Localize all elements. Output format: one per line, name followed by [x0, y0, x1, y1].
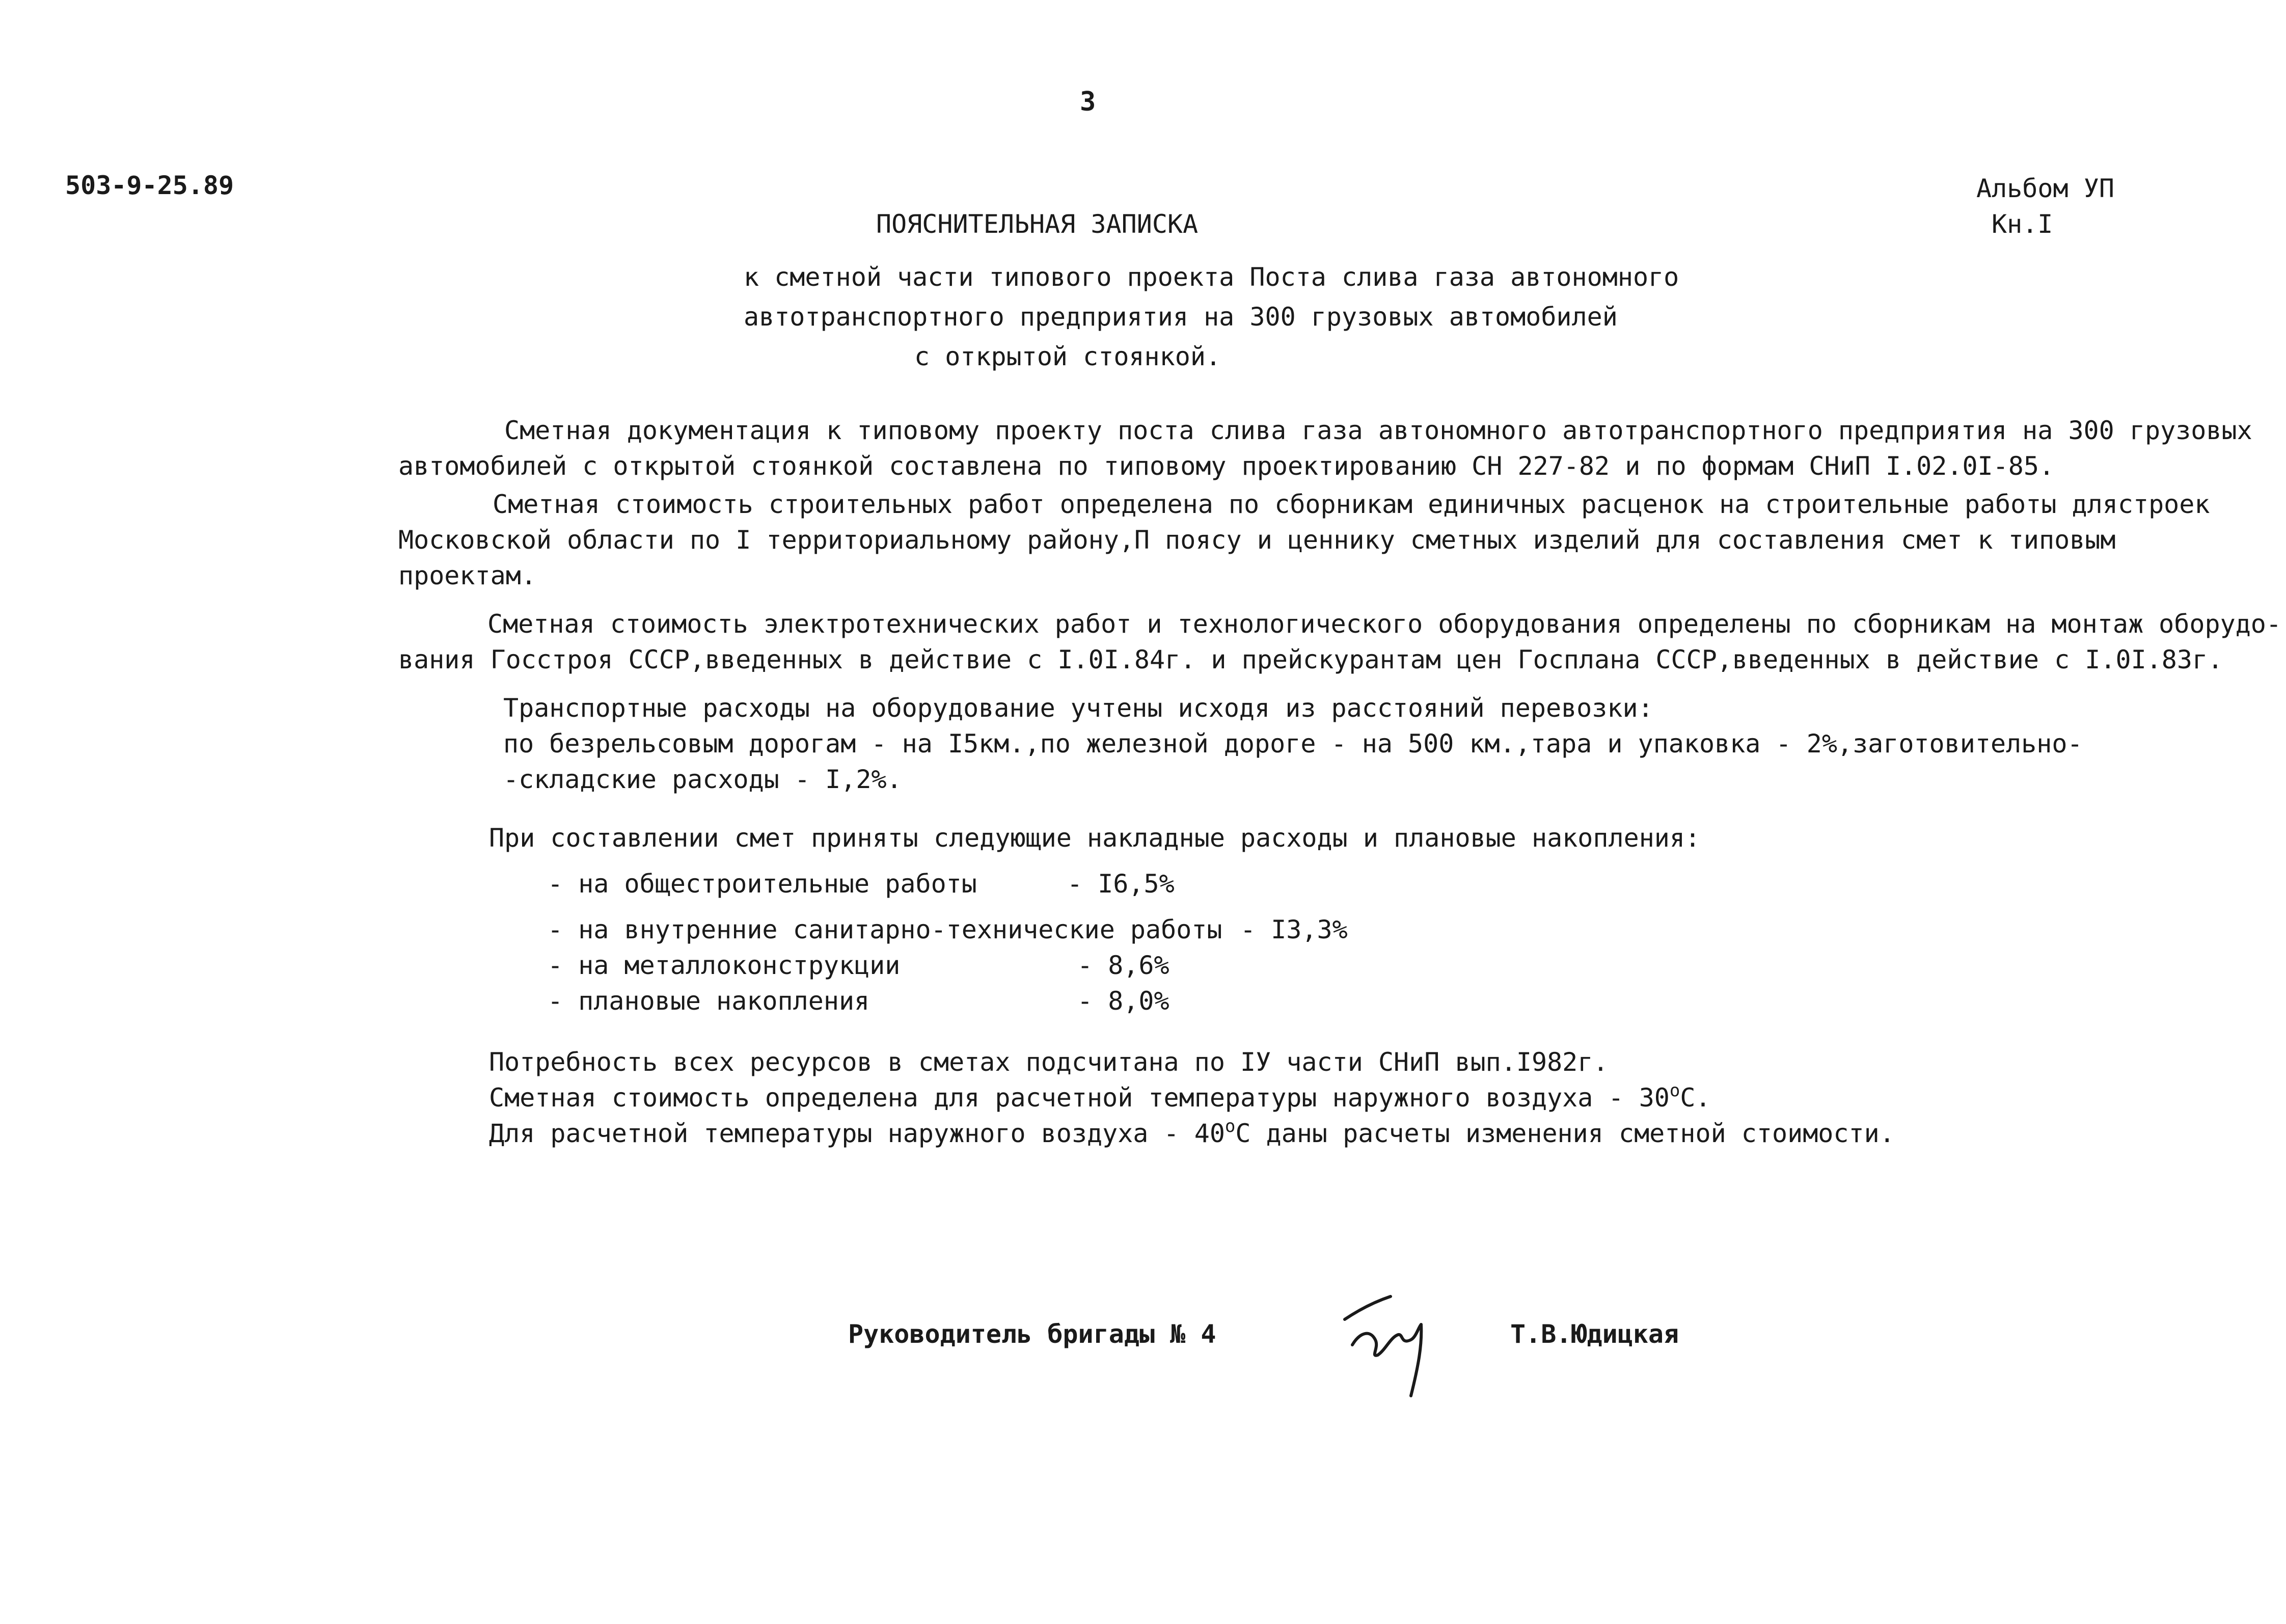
overhead-label: - плановые накопления	[548, 986, 870, 1016]
paragraph-line: Транспортные расходы на оборудование учтены исходя из расстояний перевозки:	[503, 693, 1653, 723]
signatory-name: Т.В.Юдицкая	[1510, 1319, 1679, 1349]
list-item	[548, 948, 1169, 983]
page-number: 3	[1080, 87, 1096, 117]
subtitle-line: автотранспортного предприятия на 300 грузовых автомобилей	[744, 302, 1618, 332]
paragraph-transport-costs	[503, 690, 2083, 797]
closing-notes	[489, 1044, 1895, 1151]
paragraph-overheads-intro: При составлении смет приняты следующие накладные расходы и плановые накопления:	[489, 823, 1701, 853]
paragraph-line: Сметная документация к типовому проекту поста слива газа автономного автотранспортного предприятия на 300 грузовых	[504, 416, 2252, 445]
paragraph-line: вания Госстроя СССР,введенных в действие с I.0I.84г. и прейскурантам цен Госплана СССР,введенных в действие с I.0I.83г.	[398, 645, 2223, 674]
album-label: Альбом УП	[1976, 174, 2114, 203]
list-item	[548, 912, 1348, 948]
overhead-label: - на общестроительные работы	[548, 869, 977, 899]
list-item	[548, 866, 1175, 902]
paragraph-construction-cost	[398, 486, 2242, 593]
handwritten-signature	[1335, 1289, 1447, 1408]
overhead-value: - I3,3%	[1240, 915, 1348, 944]
overhead-label: - на металлоконструкции	[548, 951, 901, 980]
book-label: Кн.I	[1992, 209, 2053, 239]
overhead-value: - 8,6%	[1077, 951, 1169, 980]
paragraph-line: -складские расходы - I,2%.	[503, 765, 902, 794]
paragraph-line: Сметная стоимость электротехнических работ и технологического оборудования определены по сборникам на монтаж оборудо-	[487, 609, 2281, 639]
closing-line-resources: Потребность всех ресурсов в сметах подсчитана по IУ части СНиП вып.I982г.	[489, 1047, 1609, 1077]
subtitle-line: к сметной части типового проекта Поста слива газа автономного	[744, 262, 1679, 292]
paragraph-line: по безрельсовым дорогам - на I5км.,по железной дороге - на 500 км.,тара и упаковка - 2%,заготовительно-	[503, 729, 2083, 759]
overhead-value: - 8,0%	[1077, 986, 1169, 1016]
signature-title: Руководитель бригады № 4	[848, 1319, 1216, 1349]
closing-line-temperature-30: Сметная стоимость определена для расчетной температуры наружного воздуха - $30^оС$.	[489, 1080, 1711, 1113]
paragraph-electrical-cost	[398, 606, 2281, 678]
paragraph-line: автомобилей с открытой стоянкой составлена по типовому проектированию СН 227-82 и по формам СНиП I.02.0I-85.	[398, 451, 2055, 481]
closing-line-temperature-40: Для расчетной температуры наружного воздуха - $40^оС$ даны расчеты изменения сметной стоимости.	[489, 1116, 1895, 1148]
paragraph-line: Московской области по I территориальному району,П поясу и ценнику сметных изделий для составления смет к типовым	[398, 525, 2116, 555]
paragraph-line: проектам.	[398, 561, 536, 590]
document-code: 503-9-25.89	[65, 171, 234, 200]
overhead-label: - на внутренние санитарно-технические работы	[548, 915, 1222, 944]
document-subtitle	[744, 257, 1679, 376]
subtitle-line: с открытой стоянкой.	[914, 342, 1221, 371]
list-item	[548, 983, 1169, 1019]
paragraph-line: Сметная стоимость строительных работ определена по сборникам единичных расценок на строительные работы длястроек	[493, 490, 2210, 519]
document-title: ПОЯСНИТЕЛЬНАЯ ЗАПИСКА	[876, 209, 1199, 239]
paragraph-documentation	[398, 413, 2252, 484]
overhead-value: - I6,5%	[1067, 869, 1175, 899]
